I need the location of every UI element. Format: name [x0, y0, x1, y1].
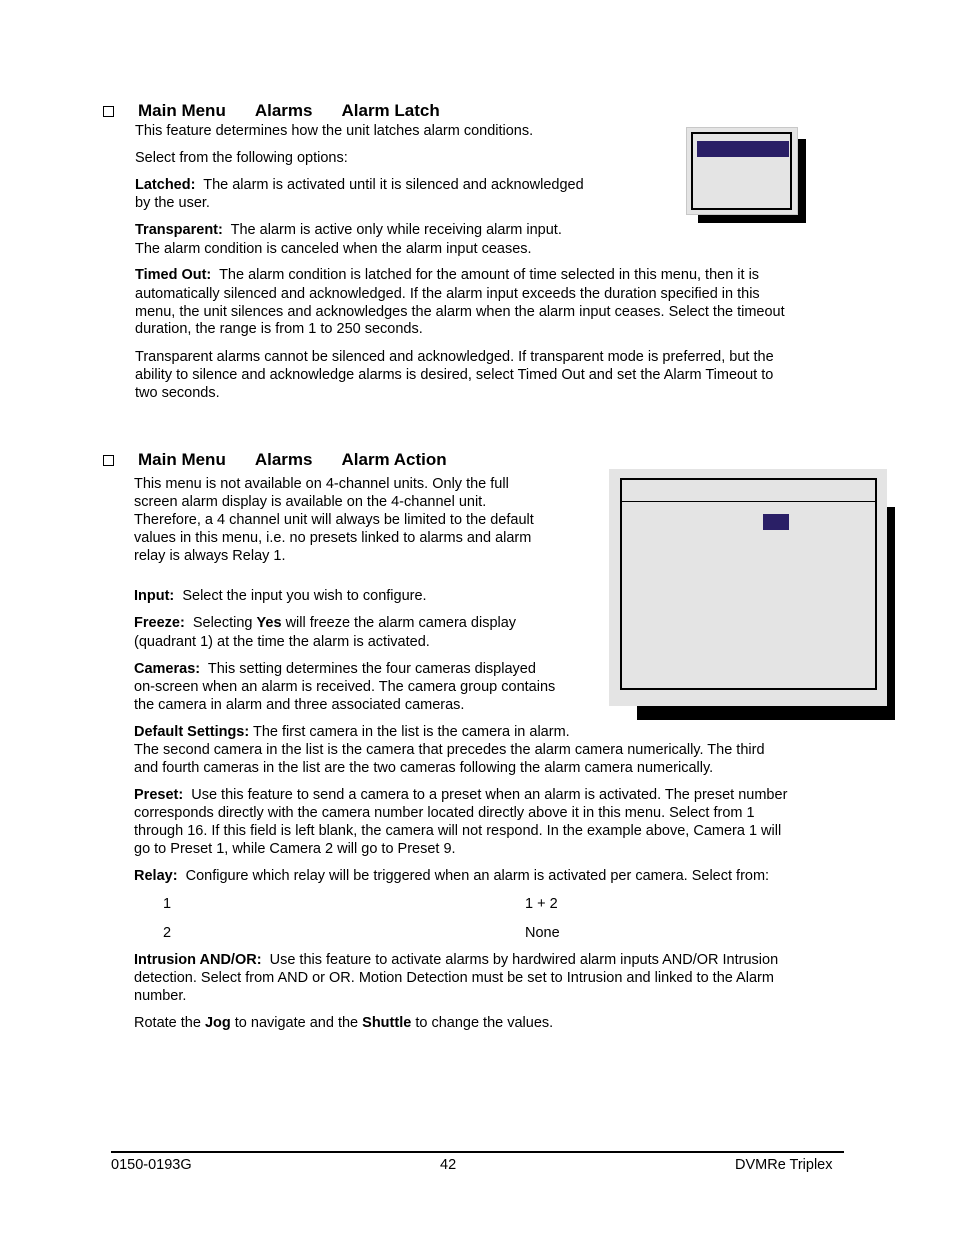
relay-option: 2 [163, 925, 172, 941]
heading-segment: Alarm Action [341, 450, 447, 469]
term-label: Input: [134, 588, 175, 604]
emphasis: Yes [256, 615, 282, 631]
text: Rotate the [134, 1015, 201, 1031]
term-label: Default Settings: [134, 724, 250, 740]
paragraph: through 16. If this field is left blank, the camera will not respond. In the example above, Camera 1 will [134, 823, 782, 839]
paragraph: (quadrant 1) at the time the alarm is activated. [134, 634, 430, 650]
paragraph: by the user. [135, 195, 210, 211]
paragraph: detection. Select from AND or OR. Motion Detection must be set to Intrusion and linked to the Alarm [134, 970, 774, 986]
emphasis: Shuttle [362, 1015, 412, 1031]
section-heading-alarm-latch [103, 101, 440, 121]
text: The alarm is activated until it is silenced and acknowledged [203, 177, 584, 193]
text: will freeze the alarm camera display [285, 615, 517, 631]
paragraph: Therefore, a 4 channel unit will always be limited to the default [134, 512, 534, 528]
paragraph: This menu is not available on 4-channel units. Only the full [134, 476, 509, 492]
section-heading-alarm-action [103, 450, 447, 470]
paragraph: and fourth cameras in the list are the two cameras following the alarm camera numerically. [134, 760, 714, 776]
text: This setting determines the four cameras displayed [207, 661, 536, 677]
relay-option: 1 + 2 [525, 896, 558, 912]
option-freeze [134, 614, 516, 632]
option-timed-out [135, 266, 759, 284]
paragraph: values in this menu, i.e. no presets linked to alarms and alarm [134, 530, 532, 546]
text: to change the values. [415, 1015, 554, 1031]
paragraph: automatically silenced and acknowledged. If the alarm input exceeds the duration specified in this [135, 286, 760, 302]
heading-segment: Alarms [254, 101, 313, 120]
paragraph: This feature determines how the unit latches alarm conditions. [135, 123, 534, 139]
term-label: Relay: [134, 868, 178, 884]
paragraph: two seconds. [135, 385, 220, 401]
paragraph: on-screen when an alarm is received. The camera group contains [134, 679, 556, 695]
option-relay [134, 867, 769, 885]
option-transparent [135, 221, 562, 239]
relay-option: None [525, 925, 560, 941]
text: The alarm condition is latched for the amount of time selected in this menu, then it is [219, 267, 760, 283]
term-label: Transparent: [135, 222, 223, 238]
paragraph: Transparent alarms cannot be silenced and acknowledged. If transparent mode is preferred, but the [135, 349, 774, 365]
text: Use this feature to activate alarms by hardwired alarm inputs AND/OR Intrusion [269, 952, 779, 968]
paragraph: screen alarm display is available on the 4-channel unit. [134, 494, 487, 510]
footer-doc-number: 0150-0193G [111, 1157, 192, 1173]
text: The first camera in the list is the camera in alarm. [252, 724, 570, 740]
term-label: Timed Out: [135, 267, 212, 283]
menu-title-divider [622, 501, 875, 502]
option-preset [134, 786, 787, 804]
paragraph: corresponds directly with the camera number located directly above it in this menu. Select from 1 [134, 805, 755, 821]
paragraph: duration, the range is from 1 to 250 seconds. [135, 321, 423, 337]
checkbox-bullet-icon [103, 106, 114, 117]
text: Configure which relay will be triggered when an alarm is activated per camera. Select from: [185, 868, 770, 884]
footer-rule [111, 1151, 844, 1153]
text: Selecting [192, 615, 253, 631]
term-label: Cameras: [134, 661, 201, 677]
option-intrusion [134, 951, 778, 969]
paragraph: The second camera in the list is the camera that precedes the alarm camera numerically. The third [134, 742, 765, 758]
footer-page-number: 42 [440, 1157, 457, 1173]
option-default-settings [134, 723, 570, 741]
heading-segment: Main Menu [138, 101, 226, 120]
paragraph: go to Preset 1, while Camera 2 will go to Preset 9. [134, 841, 456, 857]
heading-segment: Main Menu [138, 450, 226, 469]
paragraph: ability to silence and acknowledge alarms is desired, select Timed Out and set the Alarm Timeout to [135, 367, 774, 383]
menu-panel [620, 478, 877, 690]
heading-segment: Alarm Latch [341, 101, 440, 120]
term-label: Preset: [134, 787, 184, 803]
paragraph: relay is always Relay 1. [134, 548, 286, 564]
emphasis: Jog [204, 1015, 231, 1031]
option-latched [135, 176, 584, 194]
heading-segment: Alarms [254, 450, 313, 469]
footer-product: DVMRe Triplex [735, 1157, 833, 1173]
paragraph: number. [134, 988, 187, 1004]
checkbox-bullet-icon [103, 455, 114, 466]
paragraph: The alarm condition is canceled when the alarm input ceases. [135, 241, 532, 257]
option-input [134, 587, 427, 605]
instruction [134, 1014, 553, 1032]
paragraph: menu, the unit silences and acknowledges the alarm when the alarm input ceases. Select the timeout [135, 304, 785, 320]
term-label: Intrusion AND/OR: [134, 952, 262, 968]
menu-highlight [763, 514, 789, 530]
text: The alarm is active only while receiving alarm input. [230, 222, 562, 238]
paragraph: the camera in alarm and three associated cameras. [134, 697, 465, 713]
paragraph: Select from the following options: [135, 150, 348, 166]
term-label: Freeze: [134, 615, 185, 631]
option-cameras [134, 660, 536, 678]
relay-option: 1 [163, 896, 172, 912]
text: to navigate and the [234, 1015, 359, 1031]
text: Use this feature to send a camera to a preset when an alarm is activated. The preset number [191, 787, 788, 803]
menu-highlight [697, 141, 789, 157]
text: Select the input you wish to configure. [182, 588, 427, 604]
term-label: Latched: [135, 177, 196, 193]
